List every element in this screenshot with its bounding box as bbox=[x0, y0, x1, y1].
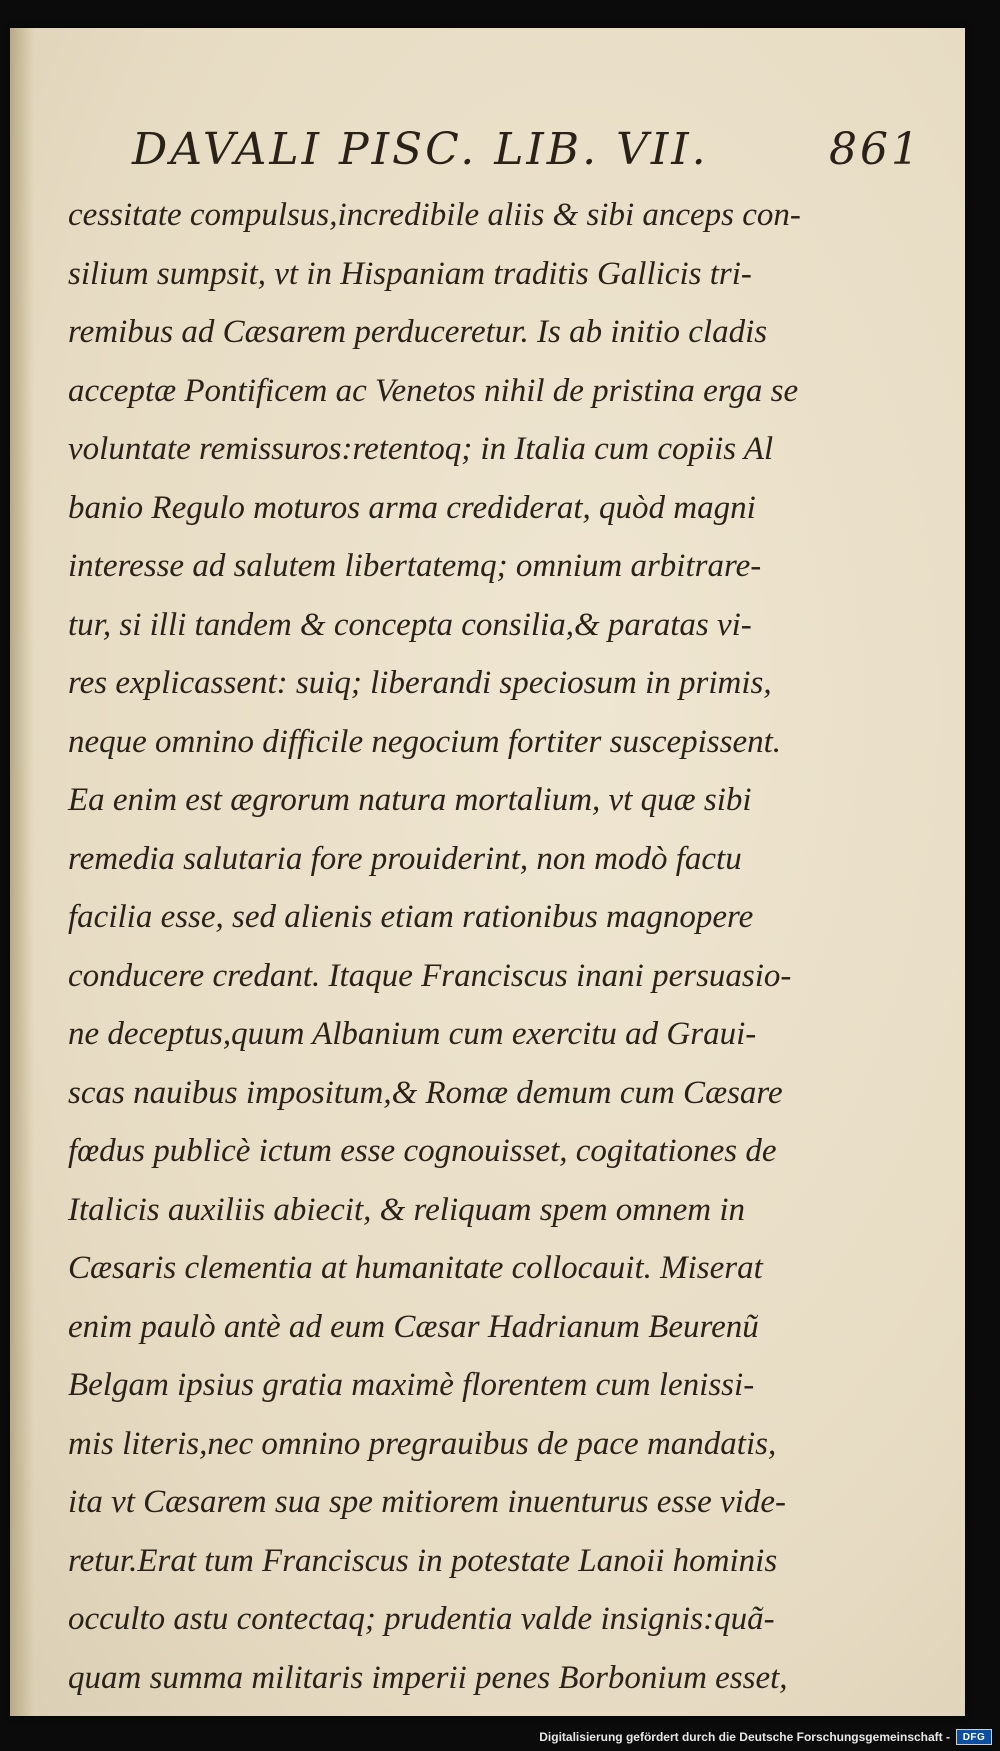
running-title: DAVALI PISC. LIB. VII. bbox=[132, 124, 709, 175]
dfg-logo-text: DFG bbox=[962, 1731, 986, 1743]
text-line: cessitate compulsus,incredibile aliis & sibi anceps con- bbox=[68, 197, 801, 233]
dfg-logo[interactable] bbox=[956, 1729, 992, 1745]
text-line: retur.Erat tum Franciscus in potestate Lanoii hominis bbox=[68, 1542, 778, 1579]
text-line: interesse ad salutem libertatemq; omnium arbitrare- bbox=[68, 548, 762, 584]
text-line: tur, si illi tandem & concepta consilia,& paratas vi- bbox=[68, 606, 752, 643]
text-line: Belgam ipsius gratia maximè florentem cum lenissi- bbox=[68, 1367, 755, 1403]
text-line: voluntate remissuros:retentoq; in Italia cum copiis Al bbox=[68, 431, 774, 467]
text-line: remedia salutaria fore prouiderint, non modò factu bbox=[68, 840, 742, 877]
text-line: Ea enim est ægrorum natura mortalium, vt quæ sibi bbox=[68, 782, 752, 818]
text-line: remibus ad Cæsarem perduceretur. Is ab initio cladis bbox=[68, 314, 768, 350]
text-line: scas nauibus impositum,& Romæ demum cum Cæsare bbox=[68, 1074, 783, 1111]
page-number: 861 bbox=[829, 124, 922, 175]
body-text bbox=[68, 186, 813, 1716]
page-header bbox=[132, 124, 922, 180]
text-line: res explicassent: suiq; liberandi speciosum in primis, bbox=[68, 665, 772, 701]
text-line: acceptæ Pontificem ac Venetos nihil de pristina erga se bbox=[68, 372, 799, 409]
text-line: enim paulò antè ad eum Cæsar Hadrianum Beurenũ bbox=[68, 1308, 759, 1345]
page-gutter-shadow bbox=[10, 28, 34, 1716]
text-line: neque omnino difficile negocium fortiter suscepissent. bbox=[68, 723, 782, 760]
text-line: silium sumpsit, vt in Hispaniam traditis Gallicis tri- bbox=[68, 255, 752, 292]
text-line: mis literis,nec omnino pregrauibus de pace mandatis, bbox=[68, 1425, 777, 1462]
text-line: Cæsaris clementia at humanitate collocauit. Miserat bbox=[68, 1250, 763, 1286]
funding-credit: Digitalisierung gefördert durch die Deutsche Forschungsgemeinschaft - bbox=[539, 1730, 950, 1744]
digitization-footer bbox=[539, 1729, 992, 1745]
text-line: Italicis auxiliis abiecit, & reliquam spem omnem in bbox=[68, 1191, 746, 1228]
text-line: conducere credant. Itaque Franciscus inani persuasio- bbox=[68, 957, 792, 994]
text-line: facilia esse, sed alienis etiam rationibus magnopere bbox=[68, 899, 754, 935]
text-line: occulto astu contectaq; prudentia valde insignis:quã- bbox=[68, 1601, 775, 1637]
text-line: fœdus publicè ictum esse cognouisset, cogitationes de bbox=[68, 1133, 777, 1169]
text-line: quam summa militaris imperii penes Borbonium esset, bbox=[68, 1659, 788, 1696]
text-line: ita vt Cæsarem sua spe mitiorem inuenturus esse vide- bbox=[68, 1484, 786, 1520]
text-line: banio Regulo moturos arma crediderat, quòd magni bbox=[68, 489, 756, 526]
text-line: ne deceptus,quum Albanium cum exercitu ad Graui- bbox=[68, 1016, 757, 1052]
text-line bbox=[68, 1707, 813, 1716]
book-page bbox=[10, 28, 965, 1716]
